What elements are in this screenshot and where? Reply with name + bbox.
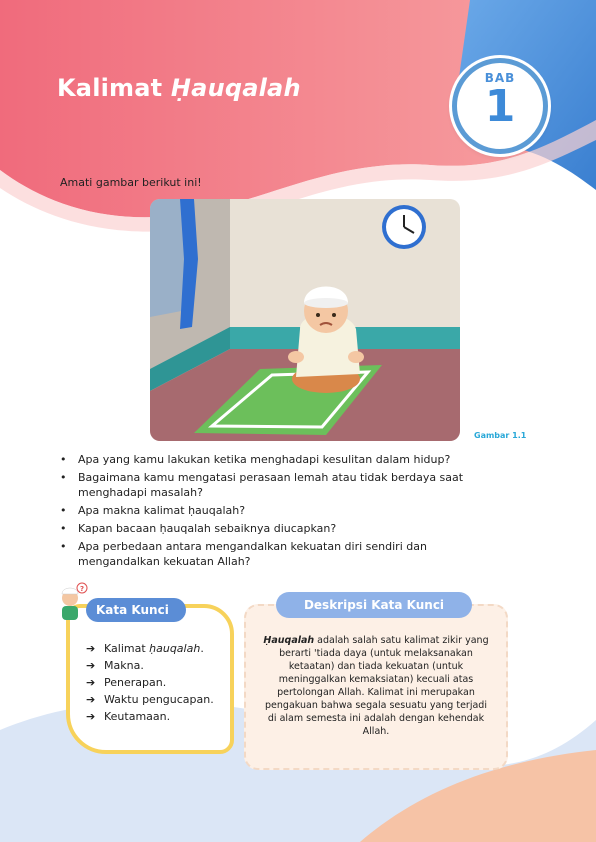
chapter-title: Kalimat Ḥauqalah [57,74,301,102]
figure-caption: Gambar 1.1 [474,431,527,440]
arrow-right-icon: ➔ [86,642,96,655]
arrow-right-icon: ➔ [86,659,96,672]
list-item: ➔ Makna. [86,659,144,672]
list-item: • Apa yang kamu lakukan ketika menghadapi kesulitan dalam hidup? [60,452,480,467]
illustration-boy-praying [150,199,460,441]
deskripsi-text: Ḥauqalah adalah salah satu kalimat zikir yang berarti 'tiada daya (untuk melaksanakan ketaatan) dan tiada kekuatan (untuk meninggalkan kemaksiatan) kecuali atas pertolongan Allah. Kalimat ini merupakan pengakuan bahwa segala sesuatu yang terjadi di alam semesta ini adalah dengan kehendak Allah. [263,635,489,737]
kata-kunci-heading: Kata Kunci [86,598,186,622]
list-item: ➔ Waktu pengucapan. [86,693,214,706]
clock-icon [382,205,426,249]
bab-number: 1 [484,81,516,132]
list-item: ➔ Keutamaan. [86,710,171,723]
deskripsi-heading: Deskripsi Kata Kunci [276,592,472,618]
boy-question-icon [56,582,88,622]
list-item: • Kapan bacaan ḥauqalah sebaiknya diucapkan? [60,521,480,536]
list-item: • Apa perbedaan antara mengandalkan kekuatan diri sendiri dan mengandalkan kekuatan Allah? [60,539,480,569]
intro-text: Amati gambar berikut ini! [60,176,202,189]
question-list [60,452,480,572]
arrow-right-icon: ➔ [86,693,96,706]
svg-text:?: ? [80,585,85,593]
list-item: ➔ Kalimat ḥauqalah. [86,642,204,655]
arrow-right-icon: ➔ [86,710,96,723]
bab-label: BAB [484,71,516,85]
list-item: • Bagaimana kamu mengatasi perasaan lemah atau tidak berdaya saat menghadapi masalah? [60,470,480,500]
list-item: • Apa makna kalimat ḥauqalah? [60,503,480,518]
list-item: ➔ Penerapan. [86,676,167,689]
kata-kunci-list [86,640,214,725]
chapter-badge [452,58,548,154]
arrow-right-icon: ➔ [86,676,96,689]
